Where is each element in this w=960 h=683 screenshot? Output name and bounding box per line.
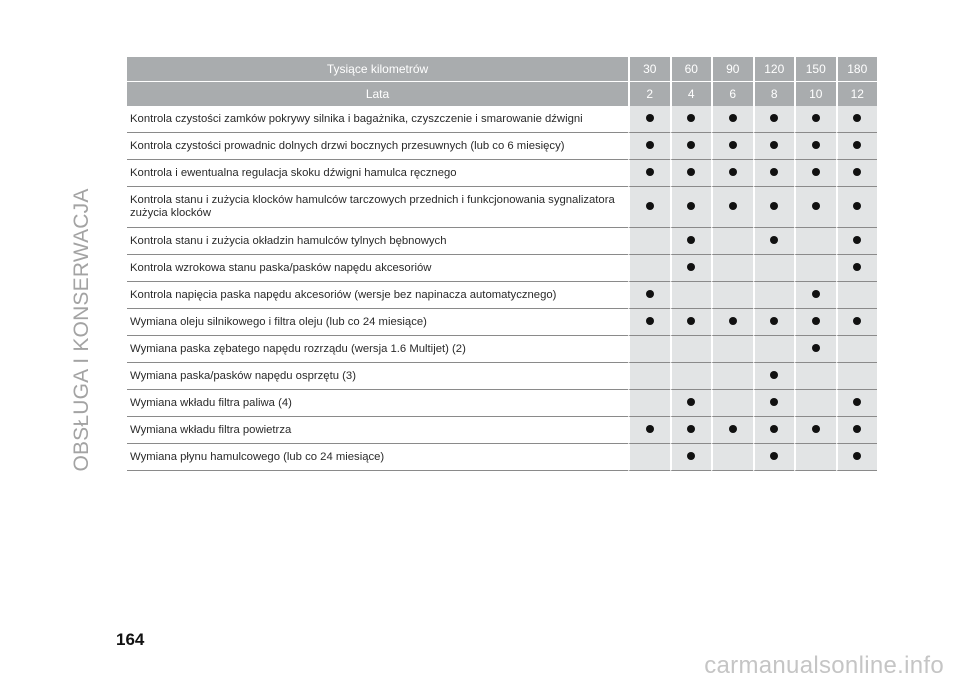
- interval-cell: [794, 106, 836, 133]
- years-header: 4: [670, 81, 712, 106]
- interval-cell: [628, 255, 670, 282]
- interval-cell: [628, 390, 670, 417]
- interval-cell: [711, 390, 753, 417]
- interval-cell: [711, 106, 753, 133]
- bullet-icon: [729, 141, 737, 149]
- bullet-icon: [729, 168, 737, 176]
- years-label: Lata: [127, 81, 628, 106]
- interval-cell: [753, 133, 795, 160]
- interval-cell: [670, 106, 712, 133]
- table-row: [127, 255, 877, 282]
- interval-cell: [753, 255, 795, 282]
- interval-cell: [836, 417, 878, 444]
- table-row: [127, 106, 877, 133]
- row-label: Kontrola wzrokowa stanu paska/pasków napędu akcesoriów: [127, 255, 628, 282]
- interval-cell: [794, 255, 836, 282]
- row-label: Wymiana wkładu filtra paliwa (4): [127, 390, 628, 417]
- years-header: 10: [794, 81, 836, 106]
- bullet-icon: [770, 236, 778, 244]
- interval-cell: [753, 187, 795, 228]
- interval-cell: [670, 390, 712, 417]
- bullet-icon: [646, 168, 654, 176]
- interval-cell: [628, 417, 670, 444]
- bullet-icon: [729, 202, 737, 210]
- interval-cell: [794, 282, 836, 309]
- row-label: Wymiana wkładu filtra powietrza: [127, 417, 628, 444]
- bullet-icon: [770, 202, 778, 210]
- interval-cell: [836, 363, 878, 390]
- interval-cell: [753, 282, 795, 309]
- interval-cell: [836, 187, 878, 228]
- bullet-icon: [853, 168, 861, 176]
- interval-cell: [794, 228, 836, 255]
- km-header: 90: [711, 57, 753, 81]
- interval-cell: [711, 309, 753, 336]
- km-header: 60: [670, 57, 712, 81]
- interval-cell: [628, 444, 670, 471]
- bullet-icon: [770, 425, 778, 433]
- bullet-icon: [770, 317, 778, 325]
- header-row-km: [127, 57, 877, 81]
- table-row: [127, 336, 877, 363]
- bullet-icon: [853, 114, 861, 122]
- interval-cell: [711, 255, 753, 282]
- row-label: Wymiana oleju silnikowego i filtra oleju (lub co 24 miesiące): [127, 309, 628, 336]
- bullet-icon: [812, 317, 820, 325]
- interval-cell: [711, 282, 753, 309]
- row-label: Wymiana płynu hamulcowego (lub co 24 miesiące): [127, 444, 628, 471]
- bullet-icon: [646, 141, 654, 149]
- interval-cell: [670, 336, 712, 363]
- bullet-icon: [770, 114, 778, 122]
- interval-cell: [836, 255, 878, 282]
- interval-cell: [794, 309, 836, 336]
- table-row: [127, 133, 877, 160]
- interval-cell: [711, 187, 753, 228]
- interval-cell: [670, 160, 712, 187]
- interval-cell: [836, 228, 878, 255]
- bullet-icon: [853, 202, 861, 210]
- watermark: carmanualsonline.info: [704, 652, 944, 679]
- years-header: 6: [711, 81, 753, 106]
- interval-cell: [628, 187, 670, 228]
- interval-cell: [794, 133, 836, 160]
- row-label: Wymiana paska/pasków napędu osprzętu (3): [127, 363, 628, 390]
- interval-cell: [628, 228, 670, 255]
- interval-cell: [836, 282, 878, 309]
- years-header: 2: [628, 81, 670, 106]
- bullet-icon: [729, 425, 737, 433]
- interval-cell: [628, 363, 670, 390]
- schedule-body: [127, 106, 877, 471]
- interval-cell: [794, 390, 836, 417]
- km-label: Tysiące kilometrów: [127, 57, 628, 81]
- interval-cell: [836, 336, 878, 363]
- interval-cell: [711, 417, 753, 444]
- bullet-icon: [770, 398, 778, 406]
- interval-cell: [753, 390, 795, 417]
- row-label: Kontrola i ewentualna regulacja skoku dźwigni hamulca ręcznego: [127, 160, 628, 187]
- interval-cell: [670, 309, 712, 336]
- row-label: Kontrola stanu i zużycia okładzin hamulców tylnych bębnowych: [127, 228, 628, 255]
- km-header: 150: [794, 57, 836, 81]
- interval-cell: [836, 160, 878, 187]
- interval-cell: [711, 336, 753, 363]
- row-label: Wymiana paska zębatego napędu rozrządu (wersja 1.6 Multijet) (2): [127, 336, 628, 363]
- interval-cell: [670, 444, 712, 471]
- interval-cell: [628, 282, 670, 309]
- interval-cell: [794, 417, 836, 444]
- bullet-icon: [770, 371, 778, 379]
- table-row: [127, 363, 877, 390]
- interval-cell: [711, 444, 753, 471]
- interval-cell: [711, 228, 753, 255]
- km-header: 180: [836, 57, 878, 81]
- interval-cell: [670, 187, 712, 228]
- bullet-icon: [812, 202, 820, 210]
- interval-cell: [794, 444, 836, 471]
- bullet-icon: [812, 425, 820, 433]
- km-header: 120: [753, 57, 795, 81]
- bullet-icon: [770, 141, 778, 149]
- bullet-icon: [646, 317, 654, 325]
- bullet-icon: [812, 344, 820, 352]
- row-label: Kontrola stanu i zużycia klocków hamulców tarczowych przednich i funkcjonowania sygnalizatora zużycia klocków: [127, 187, 628, 228]
- bullet-icon: [646, 202, 654, 210]
- table-row: [127, 228, 877, 255]
- interval-cell: [670, 255, 712, 282]
- bullet-icon: [812, 114, 820, 122]
- row-label: Kontrola czystości prowadnic dolnych drzwi bocznych przesuwnych (lub co 6 miesięcy): [127, 133, 628, 160]
- bullet-icon: [687, 452, 695, 460]
- interval-cell: [836, 106, 878, 133]
- bullet-icon: [646, 114, 654, 122]
- interval-cell: [628, 160, 670, 187]
- interval-cell: [670, 133, 712, 160]
- bullet-icon: [646, 290, 654, 298]
- table-row: [127, 444, 877, 471]
- interval-cell: [670, 417, 712, 444]
- interval-cell: [836, 309, 878, 336]
- interval-cell: [753, 417, 795, 444]
- interval-cell: [753, 444, 795, 471]
- bullet-icon: [729, 114, 737, 122]
- table-row: [127, 282, 877, 309]
- interval-cell: [794, 336, 836, 363]
- bullet-icon: [687, 425, 695, 433]
- interval-cell: [836, 444, 878, 471]
- bullet-icon: [687, 263, 695, 271]
- interval-cell: [670, 228, 712, 255]
- section-title-text: OBSŁUGA I KONSERWACJA: [70, 188, 93, 472]
- bullet-icon: [812, 290, 820, 298]
- interval-cell: [753, 160, 795, 187]
- table-row: [127, 417, 877, 444]
- bullet-icon: [770, 168, 778, 176]
- table-row: [127, 390, 877, 417]
- interval-cell: [836, 133, 878, 160]
- interval-cell: [670, 282, 712, 309]
- interval-cell: [628, 336, 670, 363]
- bullet-icon: [853, 263, 861, 271]
- years-header: 8: [753, 81, 795, 106]
- bullet-icon: [729, 317, 737, 325]
- interval-cell: [794, 363, 836, 390]
- bullet-icon: [687, 236, 695, 244]
- interval-cell: [670, 363, 712, 390]
- interval-cell: [753, 363, 795, 390]
- bullet-icon: [687, 398, 695, 406]
- interval-cell: [836, 390, 878, 417]
- row-label: Kontrola czystości zamków pokrywy silnika i bagażnika, czyszczenie i smarowanie dźwigni: [127, 106, 628, 133]
- bullet-icon: [853, 236, 861, 244]
- bullet-icon: [770, 452, 778, 460]
- table-row: [127, 160, 877, 187]
- interval-cell: [711, 363, 753, 390]
- interval-cell: [753, 309, 795, 336]
- years-header: 12: [836, 81, 878, 106]
- bullet-icon: [853, 141, 861, 149]
- bullet-icon: [687, 114, 695, 122]
- bullet-icon: [853, 317, 861, 325]
- interval-cell: [628, 106, 670, 133]
- bullet-icon: [812, 141, 820, 149]
- interval-cell: [711, 133, 753, 160]
- bullet-icon: [687, 317, 695, 325]
- table-row: [127, 187, 877, 228]
- km-header: 30: [628, 57, 670, 81]
- page-number: 164: [116, 630, 145, 649]
- maintenance-schedule-table: [127, 57, 877, 471]
- row-label: Kontrola napięcia paska napędu akcesoriów (wersje bez napinacza automatycznego): [127, 282, 628, 309]
- header-row-years: [127, 81, 877, 106]
- interval-cell: [628, 309, 670, 336]
- bullet-icon: [853, 398, 861, 406]
- interval-cell: [753, 228, 795, 255]
- bullet-icon: [812, 168, 820, 176]
- interval-cell: [794, 160, 836, 187]
- interval-cell: [628, 133, 670, 160]
- bullet-icon: [853, 425, 861, 433]
- bullet-icon: [687, 141, 695, 149]
- bullet-icon: [687, 202, 695, 210]
- bullet-icon: [646, 425, 654, 433]
- interval-cell: [753, 106, 795, 133]
- bullet-icon: [687, 168, 695, 176]
- interval-cell: [711, 160, 753, 187]
- bullet-icon: [853, 452, 861, 460]
- interval-cell: [753, 336, 795, 363]
- table-row: [127, 309, 877, 336]
- interval-cell: [794, 187, 836, 228]
